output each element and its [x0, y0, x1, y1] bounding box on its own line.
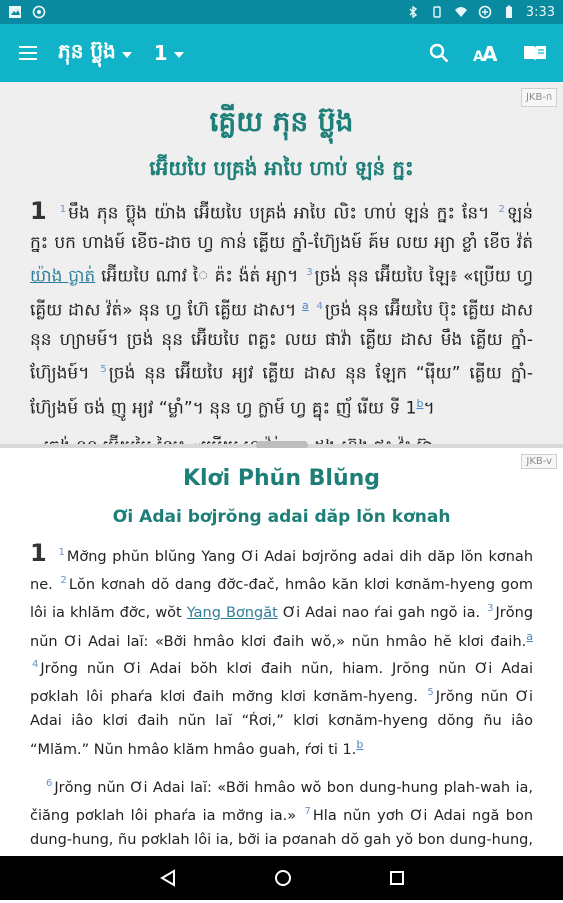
- status-time: 3:33: [525, 4, 555, 20]
- book-selector[interactable]: [58, 38, 132, 68]
- verse-number: 2: [60, 575, 67, 586]
- verse-text: Ơi Adai nao ŕai gah ngŏ ia.: [282, 604, 481, 621]
- scripture-text: [0, 541, 563, 903]
- book-name: ភុន ប៊្លុង: [58, 39, 116, 63]
- verse-number: 5: [100, 363, 107, 375]
- book-title: Klơi Phŭn Blŭng: [182, 466, 381, 491]
- battery-icon: [502, 5, 516, 19]
- chapter-number-drop: 1: [30, 196, 47, 225]
- image-notification-icon: [8, 5, 22, 19]
- hamburger-menu-icon: [19, 46, 37, 60]
- verse-number: 3: [487, 602, 494, 614]
- verse-text: Lŏn kơnah dŏ dang đơ̆c-đač, hmâo kăn klơi kơnăm-hyeng gom lôi ia khlăm đơ̆c, wŏt: [30, 576, 534, 621]
- book-title: គ្លើយ ភុន ប៊្លុង: [209, 105, 354, 138]
- verse-number: 5: [427, 687, 434, 699]
- svg-text:A: A: [482, 42, 498, 66]
- verse-text: Mơ̆ng phŭn blŭng Yang Ơi Adai bơjrŏng adai dih dăp lŏn kơnah ne.: [30, 549, 534, 593]
- verse-number: 6: [46, 777, 53, 789]
- verse-text: Jrŏng nŭn Ơi Adai laĭ: «Bơ̆i hmâo wŏ bon dung-hung plah-wah ia, čiăng pơklah lôi phaŕa ia mơ̆ng ia.»: [30, 779, 533, 824]
- svg-text:A: A: [473, 49, 484, 65]
- data-saver-icon: [478, 5, 492, 19]
- wifi-icon: [454, 5, 468, 19]
- chapter-number-drop: 1: [30, 539, 47, 567]
- footnote-link[interactable]: a: [302, 299, 309, 313]
- translation-tag[interactable]: JKB-ก: [521, 88, 557, 107]
- system-navigation-bar: [0, 856, 563, 900]
- vibrate-icon: [430, 5, 444, 19]
- app-bar: [0, 24, 563, 82]
- translation-tag[interactable]: JKB-v: [521, 454, 557, 469]
- settings-notification-icon: [32, 5, 46, 19]
- section-heading: Ơi Adai bơjrŏng adai dăp lŏn kơnah: [112, 507, 451, 527]
- footnote-link[interactable]: a: [526, 629, 533, 643]
- verse-text: មឹង ភុន ប៊្លុង យ៉ាង អ៊ើយបៃ បគ្រង់ អាបៃ លិះ ហាប់ ឡន់ ក្នះ នែ។: [68, 203, 490, 224]
- glossary-link[interactable]: Yang Bơngăt: [186, 604, 278, 621]
- verse-text: Hla nŭn yơh Ơi Adai ngă bon dung-hung, ñu pơklah lôi ia, bơ̆i ia pơanah dŏ gah yŏ bon dung-hung,: [30, 807, 534, 848]
- home-icon[interactable]: [274, 869, 292, 887]
- verse-text: ច្រង់ នុន អ៊ើយបៃ ឡៃ៖ «ប្រើយ ហ្វ គ្លើយ ដាស វ៉ត់» នុន ហ្វ ហ៊ែ គ្លើយ ដាស។: [30, 266, 534, 321]
- verse-text: អ៊ើយបៃ ណាវ ៃ គ៉ះ ង៉ត់ អ្យា។: [101, 266, 299, 287]
- chapter-number: 1: [153, 41, 168, 65]
- verse-text: ឡន់ ក្នះ បក ហាងម៍ ខើច-ដាច ហ្វ កាន់ គ្លើយ ក្នាំ-ហ៊្យែងម៍ គ៍ម លយ អ្យា ខ្លាំ ខើច វ៉ត់: [30, 203, 534, 253]
- search-icon[interactable]: [429, 43, 449, 63]
- chevron-down-icon: [174, 52, 184, 58]
- chevron-down-icon: [122, 52, 132, 58]
- verse-number: 4: [32, 659, 39, 671]
- verse-number: 2: [498, 204, 505, 215]
- verse-number: 1: [58, 547, 65, 559]
- back-icon[interactable]: [159, 869, 177, 887]
- primary-text-pane[interactable]: [0, 82, 563, 444]
- book-layout-icon[interactable]: [523, 43, 547, 63]
- footnote-link[interactable]: b: [356, 738, 364, 752]
- verse-text: ច្រង់ នុន អ៊ើយបៃ ប៊ុះ គ្លើយ ដាស នុន ហ្យាមម៍។ ច្រង់ នុន អ៊ើយបៃ ពគ្លះ លយ ផាវ៉ា គ្លើយ ដាស មឹង គ្លើយ ក្នាំ-ហ៊្យែងម៍។: [30, 300, 534, 384]
- secondary-text-pane[interactable]: [0, 448, 563, 856]
- glossary-link[interactable]: យ៉ាង ប្ងាត់: [30, 266, 96, 287]
- text-size-icon[interactable]: [473, 42, 499, 66]
- verse-text: Jrŏng nŭn Ơi Adai bŏh klơi đaih nŭn, hiam. Jrŏng nŭn Ơi Adai pơklah lôi phaŕa klơi đaih mơ̆ng klơi kơnăm-hyeng.: [30, 661, 533, 706]
- verse-text: Jrŏng nŭn Ơi Adai iâo klơi đaih nŭn laĭ “Ŕơi,” klơi kơnăm-hyeng dŏng ñu iâo “Mlăm.” Nŭn hmâo klăm hmâo guah, ŕơi ti 1.: [30, 689, 534, 758]
- verse-text: Jrŏng nŭn Ơi Adai laĭ: «Bơ̆i hmâo klơi đaih wŏ,» nŭn hmâo hĕ klơi đaih.: [30, 604, 534, 650]
- verse-number: 1: [59, 204, 67, 215]
- footnote-link[interactable]: b: [416, 396, 424, 410]
- verse-number: 7: [304, 805, 311, 817]
- bluetooth-icon: [406, 5, 420, 19]
- verse-number: 4: [316, 301, 323, 313]
- status-bar: [0, 0, 563, 24]
- verse-number: 3: [306, 266, 313, 278]
- recents-icon[interactable]: [389, 870, 405, 886]
- section-heading: អ៊ើយបៃ បគ្រង់ អាបៃ ហាប់ ឡន់ ក្នះ: [149, 156, 414, 180]
- menu-button[interactable]: [0, 24, 56, 82]
- chapter-selector[interactable]: [154, 41, 184, 65]
- scripture-text: 1 $^1$ មឹង ភុន ប៊្លុង យ៉ាង អ៊ើយបៃ បគ្រង់ អាបៃ លិះ ហាប់ ឡន់ ក្នះ នែ។ $^2$ ឡន់ ក្នះ បក ហាងម៍ ខើច-ដាច ហ្វ កាន់ គ្លើយ ក្នាំ-ហ៊្យែងម៍ គ៍ម លយ អ្យា ខ្លាំ ខើច វ៉ត់ យ៉ាង ប្ងាត់ អ៊ើយបៃ ណាវ ៃ គ៉ះ ង៉ត់ អ្យា។ $^3$ ច្រង់ នុន អ៊ើយបៃ ឡៃ៖ «ប្រើយ ហ្វ គ្លើយ ដាស វ៉ត់» នុន ហ្វ ហ៊ែ គ្លើយ ដាស។ $^a$ $^4$ ច្រង់ នុន អ៊ើយបៃ ប៊ុះ គ្លើយ ដាស នុន ហ្យាមម៍។ ច្រង់ នុន អ៊ើយបៃ ពគ្លះ លយ ផាវ៉ា គ្លើយ ដាស មឹង គ្លើយ ក្នាំ-ហ៊្យែងម៍។ $^5$ ច្រង់ នុន អ៊ើយបៃ អ្យវ គ្លើយ ដាស នុន ឡែក “រ៉ើយ” គ្លើយ ក្នាំ-ហ៊្យែងម៍ ចង់ ញូ អ្យវ “ម្លាំ”។ នុន ហ្វ ក្លាម៍ ហ្វ គ្នុះ ញ័ រើយ ទី 1$^b$។: [0, 195, 563, 462]
- verse-text: ច្រង់ នុន អ៊ើយបៃ អ្យវ គ្លើយ ដាស នុន ឡែក “រ៉ើយ” គ្លើយ ក្នាំ-ហ៊្យែងម៍ ចង់ ញូ អ្យវ “ម្លាំ”។ នុន ហ្វ ក្លាម៍ ហ្វ គ្នុះ ញ័ រើយ ទី 1: [30, 363, 534, 419]
